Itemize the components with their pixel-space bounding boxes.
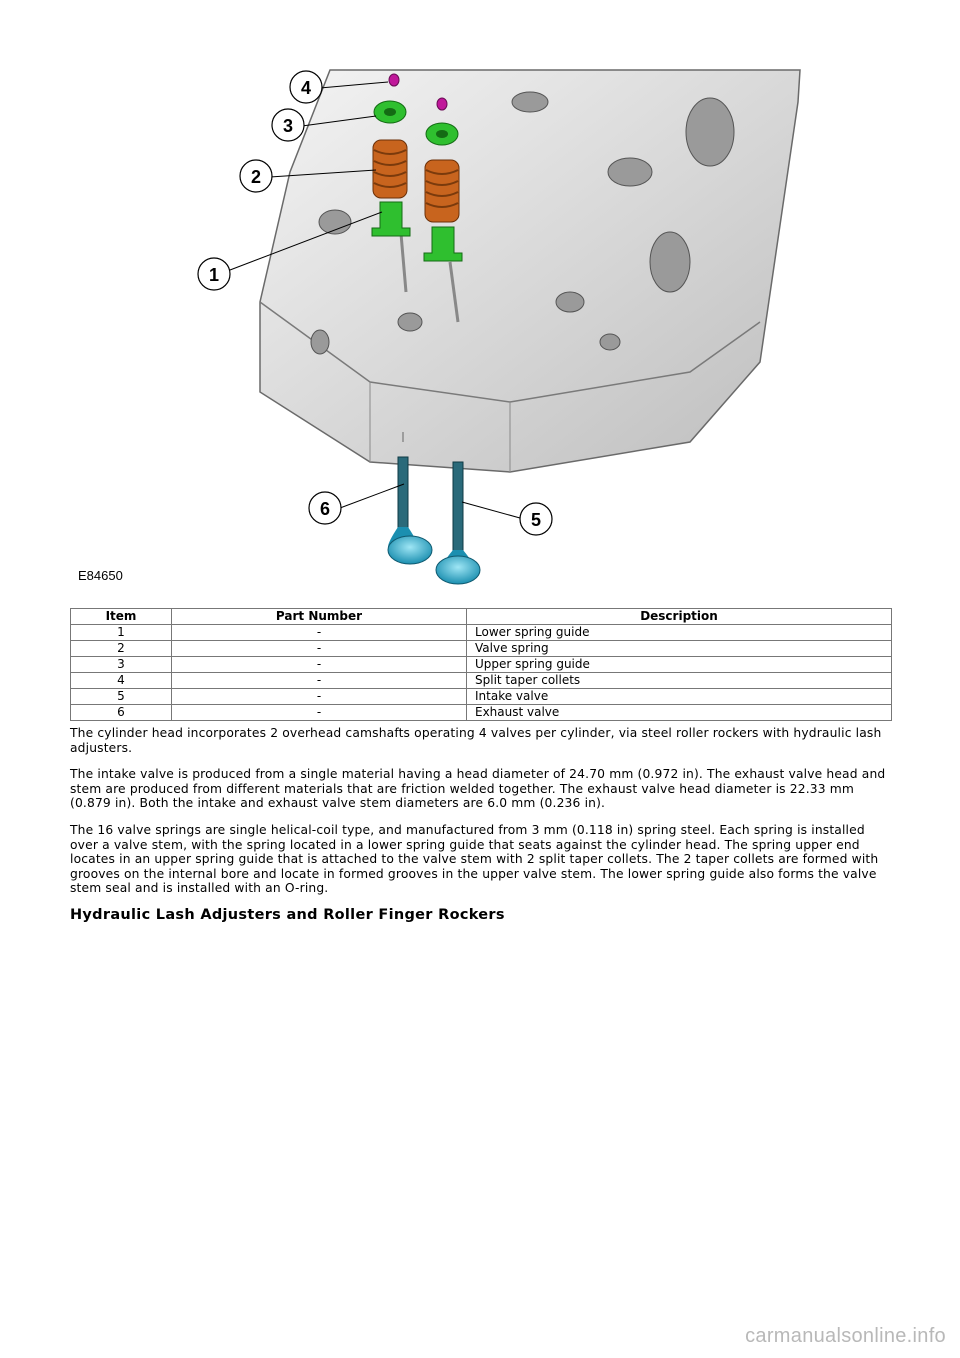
split-taper-collet-right	[437, 98, 447, 110]
svg-text:5: 5	[530, 510, 542, 530]
callout-6	[309, 492, 341, 524]
header-item: Item	[71, 609, 172, 625]
cell-item: 2	[71, 641, 172, 657]
cell-description: Upper spring guide	[467, 657, 892, 673]
section-heading: Hydraulic Lash Adjusters and Roller Finger Rockers	[70, 906, 505, 923]
svg-text:4: 4	[300, 78, 312, 98]
callout-4	[290, 71, 322, 103]
svg-text:3: 3	[282, 116, 294, 136]
split-taper-collet-left	[389, 74, 399, 86]
cell-description: Valve spring	[467, 641, 892, 657]
cell-description: Exhaust valve	[467, 705, 892, 721]
cell-description: Lower spring guide	[467, 625, 892, 641]
table-row	[71, 705, 892, 721]
paragraph-valves: The intake valve is produced from a single material having a head diameter of 24.70 mm (0.972 in). The exhaust valve head and stem are produced from different materials that are friction welded together. The exhaust valve head diameter is 22.33 mm (0.879 in). Both the intake and exhaust valve stem diameters are 6.0 mm (0.236 in).	[70, 767, 886, 811]
cell-part-number: -	[172, 689, 467, 705]
callout-1	[198, 258, 230, 290]
valve-spring-right	[425, 160, 459, 222]
cell-part-number: -	[172, 625, 467, 641]
cell-item: 1	[71, 625, 172, 641]
callout-5	[520, 503, 552, 535]
intake-valve-drawing	[436, 462, 480, 584]
svg-text:6: 6	[319, 499, 331, 519]
figure-id: E84650	[78, 568, 123, 583]
paragraph-valve-springs: The 16 valve springs are single helical-coil type, and manufactured from 3 mm (0.118 in) spring steel. Each spring is installed over a valve stem, with the spring located in a lower spring guide that seats against the cylinder head. The spring upper end locates in an upper spring guide that is attached to the valve stem with 2 split taper collets. The 2 taper collets are formed with grooves on the internal bore and locate in formed grooves in the upper valve stem. The lower spring guide also forms the valve stem seal and is installed with an O-ring.	[70, 822, 879, 896]
callout-2	[240, 160, 272, 192]
cell-item: 6	[71, 705, 172, 721]
table-row	[71, 673, 892, 689]
table-row	[71, 625, 892, 641]
paragraph-cylinder-head: The cylinder head incorporates 2 overhead camshafts operating 4 valves per cylinder, via steel roller rockers with hydraulic lash adjusters.	[70, 726, 882, 755]
cell-description: Intake valve	[467, 689, 892, 705]
header-description: Description	[467, 609, 892, 625]
svg-text:1: 1	[208, 265, 220, 285]
svg-text:2: 2	[250, 167, 262, 187]
callout-3	[272, 109, 304, 141]
cell-part-number: -	[172, 641, 467, 657]
valve-train-illustration	[70, 62, 900, 592]
cell-description: Split taper collets	[467, 673, 892, 689]
cell-part-number: -	[172, 657, 467, 673]
table-row	[71, 641, 892, 657]
body-text	[70, 726, 894, 923]
watermark: carmanualsonline.info	[745, 1325, 946, 1347]
table-row	[71, 689, 892, 705]
table-header-row	[71, 609, 892, 625]
cell-part-number: -	[172, 705, 467, 721]
header-part-number: Part Number	[172, 609, 467, 625]
cell-item: 3	[71, 657, 172, 673]
cell-part-number: -	[172, 673, 467, 689]
valve-spring-left	[373, 140, 407, 198]
cell-item: 5	[71, 689, 172, 705]
parts-table	[70, 608, 892, 721]
cell-item: 4	[71, 673, 172, 689]
cylinder-head-drawing	[70, 62, 900, 592]
table-row	[71, 657, 892, 673]
